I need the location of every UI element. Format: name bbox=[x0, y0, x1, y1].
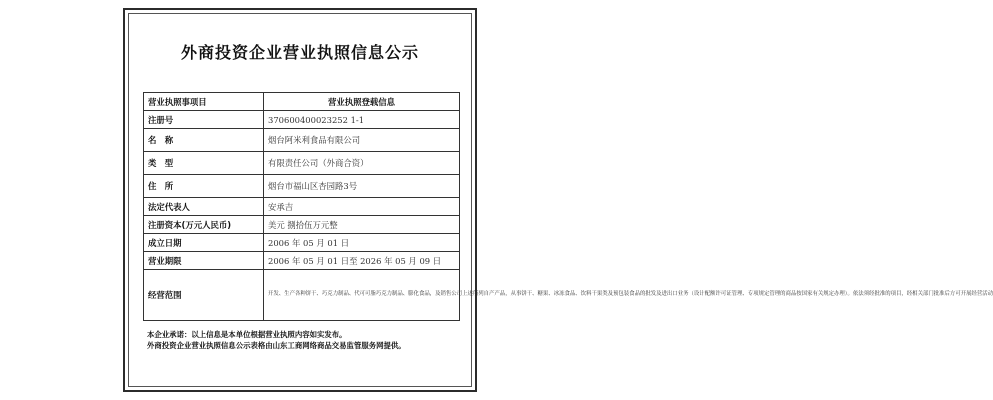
row-value: 有限责任公司（外商合资） bbox=[264, 152, 460, 175]
row-label: 注册资本(万元人民币) bbox=[144, 216, 264, 234]
footer-line-2: 外商投资企业营业执照信息公示表格由山东工商网络商品交易监管服务网提供。 bbox=[147, 341, 406, 350]
header-value: 营业执照登载信息 bbox=[264, 93, 460, 111]
row-value: 烟台市福山区杏园路3号 bbox=[264, 175, 460, 198]
row-value: 安承吉 bbox=[264, 198, 460, 216]
table-header-row bbox=[144, 93, 460, 111]
row-value: 2006 年 05 月 01 日至 2026 年 05 月 09 日 bbox=[264, 252, 460, 270]
row-label: 注册号 bbox=[144, 111, 264, 129]
row-label: 名 称 bbox=[144, 129, 264, 152]
table-row bbox=[144, 111, 460, 129]
row-value: 370600400023252 1-1 bbox=[264, 111, 460, 129]
license-info-table bbox=[143, 92, 993, 321]
row-value: 美元 捌拾伍万元整 bbox=[264, 216, 460, 234]
row-label: 类 型 bbox=[144, 152, 264, 175]
table-row-scope bbox=[144, 270, 460, 321]
document-title: 外商投资企业营业执照信息公示 bbox=[180, 43, 419, 62]
table-row bbox=[144, 152, 460, 175]
row-label: 营业期限 bbox=[144, 252, 264, 270]
table-row bbox=[144, 175, 460, 198]
footer-line-1: 本企业承诺：以上信息是本单位根据营业执照内容如实发布。 bbox=[147, 330, 347, 339]
row-value: 烟台阿米利食品有限公司 bbox=[264, 129, 460, 152]
table-row bbox=[144, 198, 460, 216]
document-frame bbox=[123, 8, 993, 392]
table-row bbox=[144, 252, 460, 270]
table-row bbox=[144, 234, 460, 252]
table-row bbox=[144, 129, 460, 152]
row-value: 2006 年 05 月 01 日 bbox=[264, 234, 460, 252]
row-label: 法定代表人 bbox=[144, 198, 264, 216]
scope-label: 经营范围 bbox=[144, 270, 264, 321]
scope-value: 开发、生产各种饼干、巧克力制品、代可可脂巧克力制品、膨化食品，及销售公司上述所列自产产品，从事饼干、糖果、冰冻食品、饮料干果类及预包装食品的批发及进出口业务（设计配额许可证管理、专项规定管理的商品按国家有关规定办理）。依法须经批准的项目，经相关部门批准后方可开展经营活动 bbox=[264, 270, 460, 321]
footer-note bbox=[147, 329, 461, 351]
row-label: 住 所 bbox=[144, 175, 264, 198]
header-item: 营业执照事项目 bbox=[144, 93, 264, 111]
row-label: 成立日期 bbox=[144, 234, 264, 252]
table-row bbox=[144, 216, 460, 234]
